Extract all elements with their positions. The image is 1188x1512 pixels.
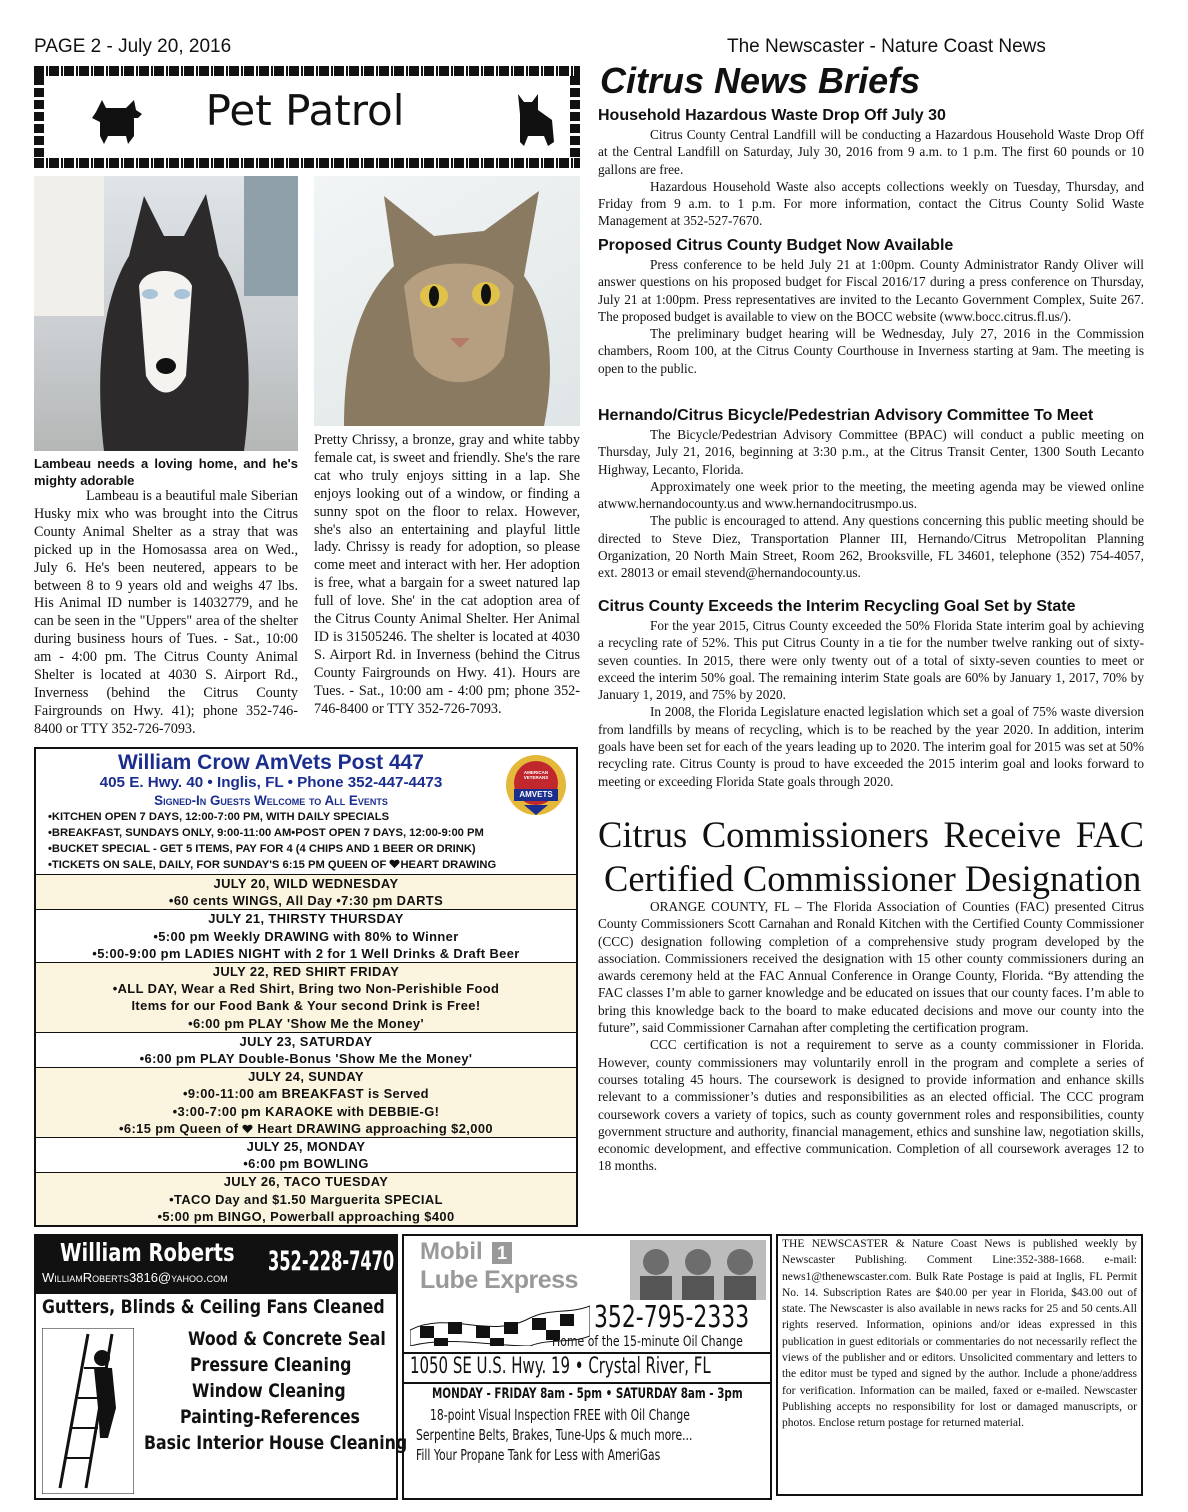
- ladder-worker-icon: [42, 1328, 134, 1494]
- brief-heading: Hernando/Citrus Bicycle/Pedestrian Advisory Committee To Meet: [598, 407, 1094, 424]
- brief-paragraph: Press conference to be held July 21 at 1:00pm. County Administrator Randy Oliver will answer questions on his proposed budget for Fiscal 2016/17 during a press conference on Thursday, July 21 at 1:00pm. Press representatives are invited to the Lecanto Government Complex, Suite 267. The proposed budget is available to view on the BOCC website (www.bocc.citrus.fl.us/).: [598, 257, 1144, 324]
- publication-name: The Newscaster - Nature Coast News: [727, 36, 1046, 57]
- mobil-address: 1050 SE U.S. Hwy. 19 • Crystal River, FL: [410, 1354, 711, 1379]
- day-line: JULY 22, RED SHIRT FRIDAY: [212, 964, 400, 980]
- lambeau-description: Lambeau is a beautiful male Siberian Husky mix who was brought into the Citrus County Animal Shelter as a stray that was picked up in the Homosassa area on Wed., July 6. He's been neutered, appears to be between 8 to 9 years old and weighs 47 lbs. His Animal ID number is 14032779, and he can be seen in the "Uppers" area of the shelter during business hours of Tues. - Sat., 10:00 am - 4:00 pm. The Citrus County Animal Shelter is located at 4030 S. Airport Rd., Inverness (behind the Citrus County Fairgrounds on Hwy. 41); phone 352-746-8400 or TTY 352-726-7093.: [34, 488, 298, 737]
- chrissy-description: Pretty Chrissy, a bronze, gray and white tabby female cat, is sweet and friendly. She's the rare cat who truly enjoys sitting in a lap. She enjoys looking out of a window, or finding a sunny spot on the floor to relax. However, she's also an entertaining and playful little lady. Chrissy is ready for adoption, so please come meet and interact with her. Her adoption is free, what a bargain for a sweet natured lap full of love. She' in the cat adoption area of the Citrus County Animal Shelter. Her Animal ID is 31505246. The shelter is located at 4030 S. Airport Rd. in Inverness (behind the Citrus County Fairgrounds on Hwy. 41). Hours are Tues. - Sat., 10:00 am - 4:00 pm; phone 352-746-8400 or TTY 352-726-7093.: [314, 432, 580, 717]
- day-line: •ALL DAY, Wear a Red Shirt, Bring two Non-Perishible Food: [112, 981, 500, 997]
- service-item: Basic Interior House Cleaning: [144, 1432, 408, 1454]
- roberts-tagline: Gutters, Blinds & Ceiling Fans Cleaned: [42, 1296, 385, 1318]
- day-line: •5:00 pm Weekly DRAWING with 80% to Winner: [153, 928, 459, 944]
- day-line: JULY 24, SUNDAY: [248, 1069, 364, 1085]
- brief-paragraph: In 2008, the Florida Legislature enacted legislation which set a goal of 75% waste diversion from landfills by means of recycling, which is to be reached by the year 2020. In addition, interim goals have been set for each of the years leading up to 2020. The interim goal for 2015 was set at 50% recycling rate. Citrus County is proud to have exceeded the 2015 interim goal and looks forward to meeting or exceeding Florida State goals through 2020.: [598, 704, 1144, 789]
- brief-article: [598, 406, 1144, 582]
- amvets-day-block: [36, 1137, 576, 1172]
- day-line-queen: [36, 1120, 576, 1137]
- mobil-phone: 352-795-2333: [594, 1300, 750, 1335]
- day-line: •6:00 pm BOWLING: [243, 1156, 369, 1172]
- brief-paragraph: The Bicycle/Pedestrian Advisory Committee (BPAC) will conduct a public meeting on Thursday, July 21, 2016, beginning at 3:30 p.m., at the Citrus Transit Center, 1300 South Lecanto Highway, Lecanto, Florida.: [598, 427, 1144, 477]
- mobil-name: Lube Express: [420, 1266, 578, 1294]
- service-item: Window Cleaning: [192, 1380, 346, 1402]
- amvets-badge-text: AMERICAN VETERANS: [523, 770, 549, 780]
- day-line: JULY 20, WILD WEDNESDAY: [213, 876, 399, 891]
- amvets-day-block: [36, 1067, 576, 1137]
- brief-paragraph: For the year 2015, Citrus County exceeded the 50% Florida State interim goal by achieving a recycling rate of 52%. This put Citrus County in a tie for the number twelve ranking out of sixty-seven counties. In 2015, there were only twenty out of a total of sixty-seven counties to meet or exceed the interim 50% goal. The remaining interim State goals are 60% by January 1, 2017, 70% by January 1, 2019, and 75% by 2020.: [598, 618, 1144, 703]
- amvets-day-block: [36, 1032, 576, 1067]
- mobil-badge: 1: [492, 1242, 512, 1264]
- queen-text: •6:15 pm Queen of: [118, 1120, 239, 1136]
- fac-paragraph: ORANGE COUNTY, FL – The Florida Association of Counties (FAC) presented Citrus County Commissioners Scott Carnahan and Ronald Kitchen with the Certified County Commissioner (CCC) designation following completion of a comprehensive study program developed by the association. Commissioners received the designation with 15 other county commissioners during an awards ceremony held at the FAC Annual Conference in Orange County, Florida. “By attending the FAC classes I’m able to garner knowledge and be educated on issues that our county faces. I’m able to bring this knowledge back to the board to make educated decisions and move our county into the future”, said Commissioner Carnahan after completing the certification program.: [598, 899, 1144, 1036]
- brief-article: [598, 597, 1144, 790]
- brief-paragraph: The public is encouraged to attend. Any questions concerning this public meeting should be directed to Steve Diez, Transportation Planner III, Hernando/Citrus Metropolitan Planning Organization, 20 North Main Street, Room 262, Brooksville, FL 34601, telephone (352) 754-4057, ext. 28013 or email stevend@hernandocounty.us.: [598, 513, 1144, 581]
- cat-silhouette-icon: [512, 90, 560, 148]
- service-item: Pressure Cleaning: [190, 1354, 352, 1376]
- amvets-badge: [504, 753, 568, 817]
- day-line: JULY 25, MONDAY: [246, 1139, 366, 1155]
- brief-article: [598, 106, 1144, 230]
- page-number-date: PAGE 2 - July 20, 2016: [34, 36, 232, 57]
- amvets-rule: •BUCKET SPECIAL - GET 5 ITEMS, PAY FOR 4 (4 CHIPS AND 1 BEER OR DRINK): [48, 843, 476, 855]
- roberts-services: [140, 1328, 408, 1458]
- day-line: Items for our Food Bank & Your second Drink is Free!: [131, 998, 481, 1014]
- mobil-brand: Mobil: [420, 1238, 483, 1265]
- mobil-info-line: 18-point Visual Inspection FREE with Oil Change: [430, 1406, 690, 1424]
- brief-paragraph: Hazardous Household Waste also accepts collections weekly on Tuesday, Thursday, and Friday from 9 a.m. to 1 p.m. For more information, contact the Citrus County Solid Waste Management at 352-527-7670.: [598, 178, 1144, 229]
- heart-icon: [242, 1124, 253, 1134]
- day-line: •6:00 pm PLAY 'Show Me the Money': [188, 1015, 424, 1031]
- day-line: •6:00 pm PLAY Double-Bonus 'Show Me the Money': [139, 1051, 473, 1067]
- fac-headline-line1: Citrus Commissioners Receive FAC: [598, 814, 1144, 855]
- day-line: •5:00-9:00 pm LADIES NIGHT with 2 for 1 Well Drinks & Draft Beer: [92, 945, 520, 961]
- amvets-day-block: [36, 874, 576, 909]
- day-line: •9:00-11:00 am BREAKFAST is Served: [183, 1086, 429, 1102]
- chrissy-photo: [314, 176, 580, 426]
- amvets-day-block: [36, 962, 576, 1032]
- brief-paragraph: Approximately one week prior to the meeting, the meeting agenda may be viewed online atwww.hernandocounty.us and www.hernandocitrusmpo.us.: [598, 478, 1144, 512]
- brief-heading: Proposed Citrus County Budget Now Available: [598, 237, 954, 254]
- amvets-badge-label: AMVETS: [519, 790, 553, 799]
- brief-heading: Citrus County Exceeds the Interim Recycling Goal Set by State: [598, 598, 1076, 615]
- roberts-email[interactable]: WilliamRoberts3816@yahoo.com: [42, 1270, 228, 1285]
- amvets-title: William Crow AmVets Post 447: [118, 751, 424, 774]
- amvets-ad: [34, 747, 578, 1227]
- brief-paragraph: The preliminary budget hearing will be Wednesday, July 27, 2016 in the Commission chambers, Room 100, at the Citrus County Courthouse in Inverness starting at 9am. The meeting is open to the public.: [598, 326, 1144, 376]
- day-line: JULY 23, SATURDAY: [239, 1033, 373, 1049]
- mobil-slogan: Home of the 15-minute Oil Change: [552, 1334, 743, 1350]
- amvets-rule-tickets-text: •TICKETS ON SALE, DAILY, FOR SUNDAY'S 6:15 PM QUEEN OF: [48, 859, 387, 871]
- mobil-info-line: Fill Your Propane Tank for Less with AmeriGas: [416, 1446, 661, 1464]
- amvets-rule-tickets: [36, 857, 576, 873]
- day-line: JULY 21, THIRSTY THURSDAY: [208, 911, 404, 927]
- mobil-lube-express-ad: [402, 1234, 772, 1500]
- day-line: •5:00 pm BINGO, Powerball approaching $400: [157, 1208, 455, 1224]
- brief-paragraph: Citrus County Central Landfill will be conducting a Hazardous Household Waste Drop Off at the Central Landfill on Saturday, July 30, 2016 from 9 a.m. to 1 p.m. The first 60 pounds or 10 gallons are free.: [598, 127, 1144, 177]
- amvets-day-block: [36, 909, 576, 962]
- briefs-section-title: Citrus News Briefs: [600, 60, 921, 101]
- mobil-info-line: Serpentine Belts, Brakes, Tune-Ups & much more...: [416, 1426, 693, 1444]
- staff-photo-icon: [630, 1240, 766, 1300]
- roberts-phone: 352-228-7470: [268, 1246, 395, 1277]
- amvets-rule-tickets-text: HEART DRAWING: [400, 859, 497, 871]
- brief-heading: Household Hazardous Waste Drop Off July 30: [598, 107, 946, 124]
- william-roberts-ad: [34, 1234, 408, 1500]
- mobil-hours: MONDAY - FRIDAY 8am - 5pm • SATURDAY 8am - 3pm: [432, 1386, 743, 1402]
- service-item: Painting-References: [180, 1406, 360, 1428]
- queen-text: Heart DRAWING approaching $2,000: [257, 1120, 494, 1136]
- fac-paragraph: CCC certification is not a requirement to serve as a county commissioner in Florida. However, county commissioners may voluntarily enroll in the program and complete a series of courses totaling 45 hours. The coursework is designed to provide information and enhance skills relevant to a commissioner’s duties and responsibilities as an elected official. The CCC program coursework covers a variety of topics, such as county government roles and responsibilities, county government structure and authority, financial management, ethics and sunshine law, negotiation skills, economic development, and effective communication. Completion of all coursework averages 12 to 18 months.: [598, 1037, 1144, 1174]
- amvets-day-block: [36, 1172, 576, 1225]
- brief-article: [598, 236, 1144, 377]
- lambeau-photo: [34, 176, 298, 451]
- amvets-rule: •KITCHEN OPEN 7 DAYS, 12:00-7:00 PM, WITH DAILY SPECIALS: [48, 811, 390, 823]
- pet-patrol-title: Pet Patrol: [205, 86, 405, 135]
- heart-icon: [389, 859, 400, 869]
- amvets-address: 405 E. Hwy. 40 • Inglis, FL • Phone 352-447-4473: [99, 774, 443, 791]
- fac-article: [598, 898, 1144, 1175]
- amvets-seal-icon: [504, 753, 568, 817]
- day-line: JULY 26, TACO TUESDAY: [223, 1174, 389, 1190]
- amvets-guests: Signed-In Guests Welcome to All Events: [154, 793, 388, 808]
- fac-headline-line2: Certified Commissioner Designation: [604, 858, 1142, 899]
- day-line: •60 cents WINGS, All Day •7:30 pm DARTS: [168, 893, 444, 909]
- publisher-note: THE NEWSCASTER & Nature Coast News is published weekly by Newscaster Publishing. Comment Line:352-388-1668. e-mail: news1@thenewscaster.com. Bulk Rate Postage is paid at Inglis, FL Permit No. 14. Subscription Rates are $40.00 per year in Florida, $43.00 out of state. The Newscaster is also available in news racks for 25 and 50 cents.All rights reserved. Information, opinions and/or ideas expressed in this publication in guest editorials or commentaries do not necessarily reflect the views of the publisher and or editors. Unsolicited commentary and letters to the editor must be typed and signed by the author. Include a phone/address for verification. Information can be mailed, faxed or e-mailed. Newscaster Publishing accepts no responsibility for lost or damaged manuscripts, or photos. Enclose return postage for returned material.: [776, 1234, 1143, 1496]
- day-line: •TACO Day and $1.50 Marguerita SPECIAL: [169, 1191, 443, 1207]
- lambeau-caption: Lambeau needs a loving home, and he's mighty adorable: [34, 456, 298, 488]
- service-item: Wood & Concrete Seal: [188, 1328, 386, 1350]
- day-line: •3:00-7:00 pm KARAOKE with DEBBIE-G!: [172, 1103, 440, 1119]
- amvets-rule: •BREAKFAST, SUNDAYS ONLY, 9:00-11:00 AM•POST OPEN 7 DAYS, 12:00-9:00 PM: [48, 827, 484, 839]
- roberts-name: William Roberts: [60, 1238, 235, 1267]
